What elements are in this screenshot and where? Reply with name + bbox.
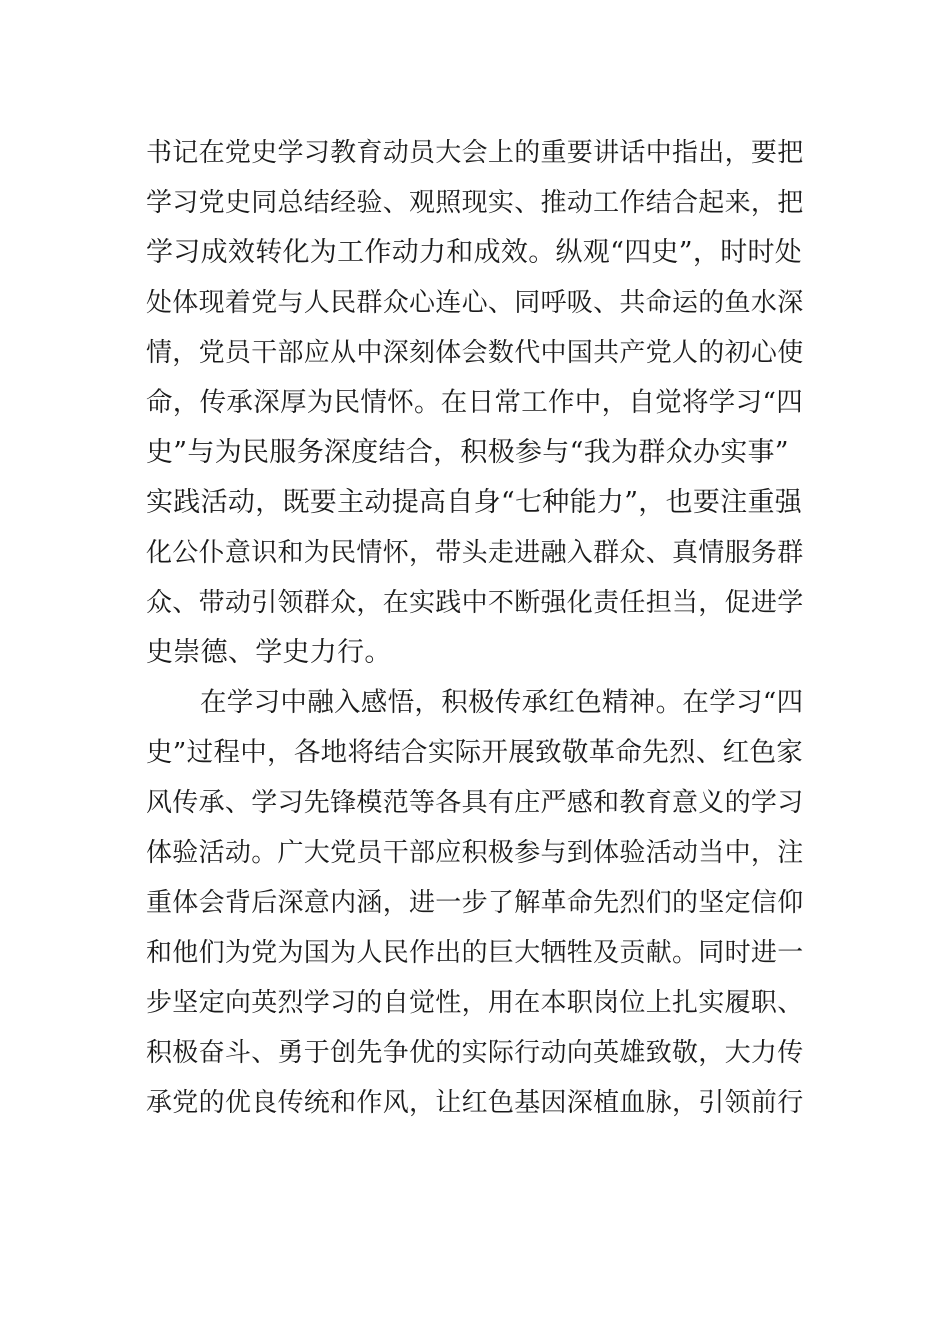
paragraph-1-line-5: 情，党员干部应从中深刻体会数代中国共产党人的初心使 bbox=[146, 338, 804, 368]
paragraph-1-line-9: 化公仆意识和为民情怀，带头走进融入群众、真情服务群 bbox=[146, 538, 804, 568]
paragraph-1-line-3: 学习成效转化为工作动力和成效。纵观“四史”，时时处 bbox=[146, 237, 803, 268]
paragraph-1-line-8: 实践活动，既要主动提高自身“七种能力”，也要注重强 bbox=[146, 487, 803, 518]
paragraph-2-line-2: 史”过程中，各地将结合实际开展致敬革命先烈、红色家 bbox=[146, 737, 804, 768]
paragraph-2-line-5: 重体会背后深意内涵，进一步了解革命先烈们的坚定信仰 bbox=[146, 888, 804, 918]
paragraph-2-line-7: 步坚定向英烈学习的自觉性，用在本职岗位上扎实履职、 bbox=[146, 988, 804, 1018]
paragraph-2-line-1: 在学习中融入感悟，积极传承红色精神。在学习“四 bbox=[200, 687, 804, 718]
paragraph-1-line-2: 学习党史同总结经验、观照现实、推动工作结合起来，把 bbox=[146, 188, 804, 218]
paragraph-1-line-6: 命，传承深厚为民情怀。在日常工作中，自觉将学习“四 bbox=[146, 387, 804, 418]
paragraph-1-line-4: 处体现着党与人民群众心连心、同呼吸、共命运的鱼水深 bbox=[146, 288, 804, 318]
paragraph-2-line-4: 体验活动。广大党员干部应积极参与到体验活动当中，注 bbox=[146, 838, 804, 868]
paragraph-1-line-10: 众、带动引领群众，在实践中不断强化责任担当，促进学 bbox=[146, 588, 804, 618]
paragraph-1-line-1: 书记在党史学习教育动员大会上的重要讲话中指出，要把 bbox=[146, 138, 804, 168]
paragraph-2-line-9: 承党的优良传统和作风，让红色基因深植血脉，引领前行 bbox=[146, 1088, 804, 1118]
paragraph-1-line-7: 史”与为民服务深度结合，积极参与“我为群众办实事” bbox=[146, 437, 789, 468]
paragraph-2-line-3: 风传承、学习先锋模范等各具有庄严感和教育意义的学习 bbox=[146, 788, 804, 818]
paragraph-2-line-8: 积极奋斗、勇于创先争优的实际行动向英雄致敬，大力传 bbox=[146, 1038, 804, 1068]
paragraph-1-line-11: 史崇德、学史力行。 bbox=[146, 637, 392, 668]
paragraph-2-line-6: 和他们为党为国为人民作出的巨大牺牲及贡献。同时进一 bbox=[146, 938, 804, 968]
